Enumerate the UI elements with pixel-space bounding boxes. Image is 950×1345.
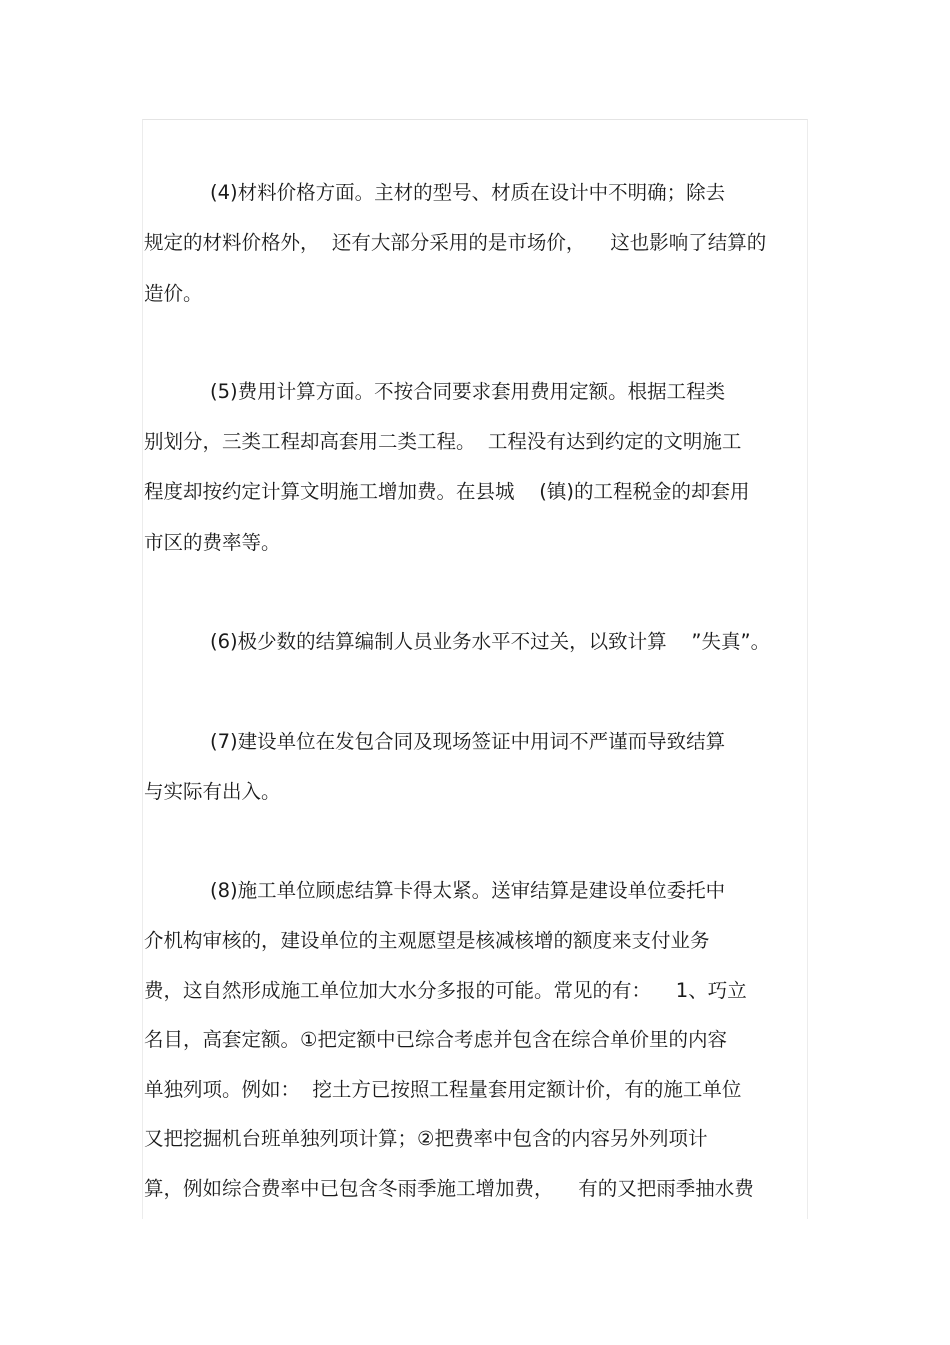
paragraph-8-line-6: 又把挖掘机台班单独列项计算；②把费率中包含的内容另外列项计 [144, 1127, 708, 1150]
paragraph-5-line-1: (5)费用计算方面。不按合同要求套用费用定额。根据工程类 [210, 380, 726, 403]
paragraph-8-line-3: 费，这自然形成施工单位加大水分多报的可能。常见的有： 1、巧立 [144, 979, 747, 1002]
paragraph-8-line-7: 算，例如综合费率中已包含冬雨季施工增加费， 有的又把雨季抽水费 [144, 1177, 754, 1200]
paragraph-4-line-2: 规定的材料价格外， 还有大部分采用的是市场价， 这也影响了结算的 [144, 231, 767, 254]
page-frame [142, 119, 808, 1219]
paragraph-4-line-1: (4)材料价格方面。主材的型号、材质在设计中不明确；除去 [210, 181, 726, 204]
paragraph-8-line-4: 名目，高套定额。①把定额中已综合考虑并包含在综合单价里的内容 [144, 1028, 727, 1051]
paragraph-7-line-1: (7)建设单位在发包合同及现场签证中用词不严谨而导致结算 [210, 730, 726, 753]
paragraph-8-line-5: 单独列项。例如： 挖土方已按照工程量套用定额计价，有的施工单位 [144, 1078, 742, 1101]
paragraph-5-line-2: 别划分，三类工程却高套用二类工程。 工程没有达到约定的文明施工 [144, 430, 742, 453]
paragraph-6-line-1: (6)极少数的结算编制人员业务水平不过关，以致计算 ”失真”。 [210, 630, 771, 653]
paragraph-4-line-3: 造价。 [144, 282, 203, 305]
paragraph-8-line-1: (8)施工单位顾虑结算卡得太紧。送审结算是建设单位委托中 [210, 879, 726, 902]
paragraph-8-line-2: 介机构审核的，建设单位的主观愿望是核减核增的额度来支付业务 [144, 929, 710, 952]
paragraph-7-line-2: 与实际有出入。 [144, 780, 281, 803]
paragraph-5-line-4: 市区的费率等。 [144, 531, 281, 554]
paragraph-5-line-3: 程度却按约定计算文明施工增加费。在县城 (镇)的工程税金的却套用 [144, 480, 750, 503]
